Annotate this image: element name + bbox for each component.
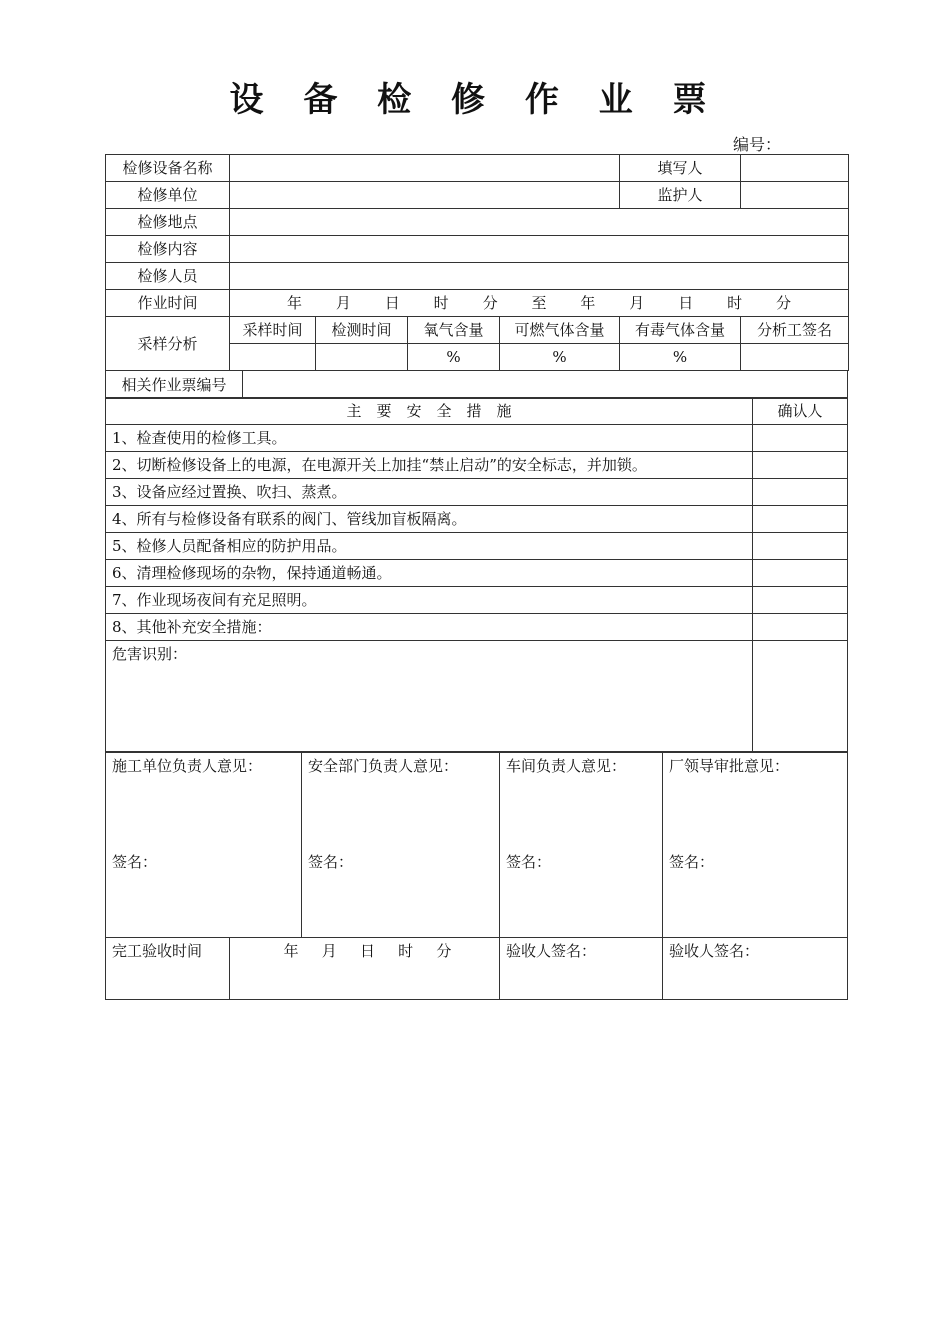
confirm-field[interactable]: [753, 614, 848, 641]
workshop-opinion[interactable]: [500, 753, 663, 938]
confirm-field[interactable]: [753, 533, 848, 560]
confirm-field[interactable]: [753, 560, 848, 587]
acceptor-signature-2[interactable]: 验收人签名：: [663, 938, 848, 1000]
construction-unit-opinion[interactable]: [106, 753, 302, 938]
plant-leader-opinion[interactable]: [663, 753, 848, 938]
opinion-label: 厂领导审批意见：: [669, 757, 790, 775]
time-unit: 年: [283, 942, 299, 960]
time-unit: 分: [436, 942, 452, 960]
time-unit: 年: [580, 294, 596, 312]
confirm-header: 确认人: [753, 398, 848, 425]
confirm-field[interactable]: [753, 506, 848, 533]
location-field[interactable]: [230, 209, 849, 236]
time-unit: 日: [384, 294, 400, 312]
related-ticket-table: [105, 370, 848, 399]
sampling-header: 氧气含量: [408, 317, 500, 344]
unit-field[interactable]: [230, 182, 620, 209]
sampling-header: 采样时间: [230, 317, 316, 344]
measure-item: 6、清理检修现场的杂物，保持通道畅通。: [106, 560, 753, 587]
personnel-field[interactable]: [230, 263, 849, 290]
filler-label: 填写人: [620, 155, 741, 182]
sampling-time-field[interactable]: [230, 344, 316, 371]
confirm-field[interactable]: [753, 452, 848, 479]
equipment-name-label: 检修设备名称: [106, 155, 230, 182]
opinions-table: [105, 752, 848, 938]
confirm-field[interactable]: [753, 641, 848, 752]
time-unit: 时: [433, 294, 449, 312]
related-ticket-label: 相关作业票编号: [106, 371, 243, 399]
sampling-header: 分析工签名: [741, 317, 849, 344]
safety-measures-table: [105, 397, 848, 752]
hazard-identification[interactable]: 危害识别：: [106, 641, 753, 752]
serial-number-label: 编号：: [733, 135, 782, 154]
unit-label: 检修单位: [106, 182, 230, 209]
time-unit: 分: [776, 294, 792, 312]
filler-field[interactable]: [741, 155, 849, 182]
time-unit: 月: [629, 294, 645, 312]
measure-item: 3、设备应经过置换、吹扫、蒸煮。: [106, 479, 753, 506]
measures-header: 主 要 安 全 措 施: [106, 398, 753, 425]
work-time-label: 作业时间: [106, 290, 230, 317]
completion-table: [105, 937, 848, 1000]
opinion-label: 施工单位负责人意见：: [112, 757, 263, 775]
time-unit: 时: [398, 942, 414, 960]
content-label: 检修内容: [106, 236, 230, 263]
confirm-field[interactable]: [753, 425, 848, 452]
time-unit: 月: [321, 942, 337, 960]
time-unit: 时: [727, 294, 743, 312]
detection-time-field[interactable]: [316, 344, 408, 371]
time-unit: 分: [482, 294, 498, 312]
toxic-gas-field[interactable]: %: [620, 344, 741, 371]
signature-label: 签名：: [669, 853, 715, 871]
confirm-field[interactable]: [753, 587, 848, 614]
sampling-header: 检测时间: [316, 317, 408, 344]
opinion-label: 安全部门负责人意见：: [308, 757, 459, 775]
oxygen-field[interactable]: %: [408, 344, 500, 371]
signature-label: 签名：: [308, 853, 354, 871]
guardian-label: 监护人: [620, 182, 741, 209]
measure-item: 5、检修人员配备相应的防护用品。: [106, 533, 753, 560]
completion-time-field[interactable]: [230, 938, 500, 1000]
page-title: 设 备 检 修 作 业 票: [229, 80, 721, 120]
confirm-field[interactable]: [753, 479, 848, 506]
measure-item: 8、其他补充安全措施：: [106, 614, 753, 641]
acceptor-signature-1[interactable]: 验收人签名：: [500, 938, 663, 1000]
content-field[interactable]: [230, 236, 849, 263]
measure-item: 1、检查使用的检修工具。: [106, 425, 753, 452]
related-ticket-field[interactable]: [243, 371, 848, 399]
opinion-label: 车间负责人意见：: [506, 757, 627, 775]
guardian-field[interactable]: [741, 182, 849, 209]
signature-label: 签名：: [506, 853, 552, 871]
completion-time-label: 完工验收时间: [106, 938, 230, 1000]
time-unit: 月: [335, 294, 351, 312]
sampling-header: 有毒气体含量: [620, 317, 741, 344]
time-unit: 日: [678, 294, 694, 312]
flammable-gas-field[interactable]: %: [500, 344, 620, 371]
time-unit: 至: [531, 294, 547, 312]
analyst-signature-field[interactable]: [741, 344, 849, 371]
time-unit: 年: [286, 294, 302, 312]
equipment-name-field[interactable]: [230, 155, 620, 182]
measure-item: 4、所有与检修设备有联系的阀门、管线加盲板隔离。: [106, 506, 753, 533]
safety-dept-opinion[interactable]: [302, 753, 500, 938]
measure-item: 2、切断检修设备上的电源，在电源开关上加挂“禁止启动”的安全标志，并加锁。: [106, 452, 753, 479]
sampling-label: 采样分析: [106, 317, 230, 371]
location-label: 检修地点: [106, 209, 230, 236]
sampling-header: 可燃气体含量: [500, 317, 620, 344]
info-table: [105, 154, 849, 371]
time-unit: 日: [359, 942, 375, 960]
work-time-field[interactable]: [230, 290, 849, 317]
measure-item: 7、作业现场夜间有充足照明。: [106, 587, 753, 614]
personnel-label: 检修人员: [106, 263, 230, 290]
signature-label: 签名：: [112, 853, 158, 871]
